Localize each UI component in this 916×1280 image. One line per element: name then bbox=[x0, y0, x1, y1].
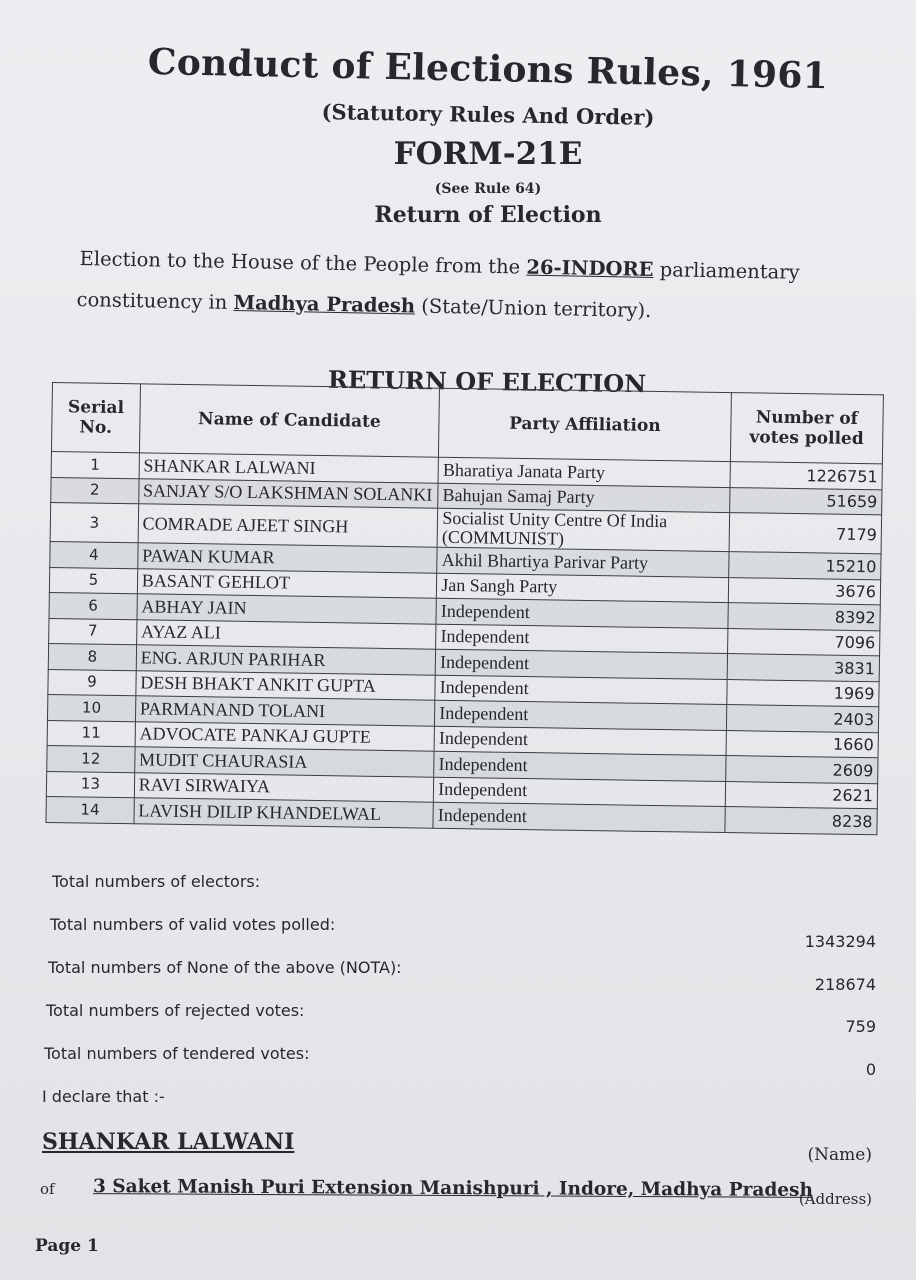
results-table bbox=[45, 382, 883, 835]
votes-cell: 8392 bbox=[728, 603, 881, 631]
party-cell: Bharatiya Janata Party bbox=[438, 457, 730, 487]
winner-name: SHANKAR LALWANI bbox=[42, 1129, 295, 1155]
candidate-name-cell: RAVI SIRWAIYA bbox=[134, 772, 434, 802]
column-header-candidate: Name of Candidate bbox=[139, 384, 440, 457]
intro-text: Election to the House of the People from the bbox=[79, 246, 527, 279]
column-header-serial: Serial No. bbox=[51, 383, 140, 453]
valid-votes-value: 1343294 bbox=[804, 932, 876, 951]
column-header-party: Party Affiliation bbox=[439, 388, 731, 461]
serial-cell: 4 bbox=[50, 541, 138, 568]
party-cell: Independent bbox=[436, 598, 728, 628]
votes-cell: 1660 bbox=[726, 730, 879, 758]
declaration-label: I declare that :- bbox=[42, 1087, 165, 1106]
serial-cell: 10 bbox=[47, 694, 135, 721]
total-electors-label: Total numbers of electors: bbox=[52, 872, 261, 891]
party-cell: Independent bbox=[433, 802, 725, 832]
party-cell: Independent bbox=[434, 726, 726, 756]
candidate-name-cell: PARMANAND TOLANI bbox=[135, 696, 435, 726]
constituency-name: 26-INDORE bbox=[526, 255, 654, 282]
nota-votes-value: 218674 bbox=[814, 975, 876, 994]
serial-cell: 8 bbox=[48, 643, 136, 670]
party-cell: Socialist Unity Centre Of India (COMMUNIST) bbox=[437, 508, 729, 551]
column-header-votes: Number of votes polled bbox=[730, 393, 883, 464]
serial-cell: 5 bbox=[49, 567, 137, 594]
name-caption: (Name) bbox=[807, 1145, 872, 1165]
rejected-votes-value: 759 bbox=[845, 1017, 876, 1036]
candidate-name-cell: SANJAY S/O LAKSHMAN SOLANKI bbox=[138, 478, 438, 508]
votes-cell: 2609 bbox=[725, 756, 878, 784]
party-cell: Independent bbox=[434, 751, 726, 781]
party-cell: Independent bbox=[436, 624, 728, 654]
votes-cell: 1969 bbox=[726, 679, 879, 707]
nota-votes-label: Total numbers of None of the above (NOTA): bbox=[48, 958, 402, 977]
serial-cell: 12 bbox=[47, 745, 135, 772]
rules-title: Conduct of Elections Rules, 1961 bbox=[147, 40, 829, 98]
tendered-votes-value: 0 bbox=[865, 1060, 876, 1079]
table-heading: RETURN OF ELECTION bbox=[327, 364, 647, 399]
candidate-name-cell: ADVOCATE PANKAJ GUPTE bbox=[135, 721, 435, 751]
of-label: of bbox=[40, 1180, 55, 1198]
candidate-name-cell: MUDIT CHAURASIA bbox=[134, 747, 434, 777]
serial-cell: 6 bbox=[49, 592, 137, 619]
votes-cell: 15210 bbox=[728, 552, 881, 580]
rejected-votes-label: Total numbers of rejected votes: bbox=[46, 1001, 305, 1020]
serial-cell: 14 bbox=[46, 796, 134, 823]
winner-address: 3 Saket Manish Puri Extension Manishpuri , Indore, Madhya Pradesh bbox=[92, 1176, 814, 1201]
serial-cell: 3 bbox=[50, 502, 138, 542]
serial-cell: 1 bbox=[51, 451, 139, 478]
party-cell: Jan Sangh Party bbox=[437, 573, 729, 603]
votes-cell: 1226751 bbox=[730, 462, 883, 490]
candidate-name-cell: DESH BHAKT ANKIT GUPTA bbox=[136, 670, 436, 700]
party-cell: Independent bbox=[435, 649, 727, 679]
serial-cell: 2 bbox=[51, 477, 139, 504]
candidate-name-cell: ENG. ARJUN PARIHAR bbox=[136, 645, 436, 675]
intro-text: parliamentary bbox=[653, 258, 800, 284]
intro-text: constituency in bbox=[76, 287, 234, 315]
votes-cell: 7096 bbox=[727, 628, 880, 656]
page-number: Page 1 bbox=[35, 1236, 99, 1256]
candidate-name-cell: COMRADE AJEET SINGH bbox=[138, 504, 438, 547]
candidate-name-cell: ABHAY JAIN bbox=[137, 594, 437, 624]
serial-cell: 11 bbox=[47, 720, 135, 747]
intro-text: (State/Union territory). bbox=[414, 294, 652, 323]
serial-cell: 13 bbox=[46, 771, 134, 798]
table-header-row bbox=[51, 383, 883, 464]
votes-cell: 2621 bbox=[725, 781, 878, 809]
candidate-name-cell: LAVISH DILIP KHANDELWAL bbox=[134, 798, 434, 828]
votes-cell: 8238 bbox=[725, 807, 878, 835]
rules-subtitle: (Statutory Rules And Order) bbox=[321, 99, 655, 130]
candidate-name-cell: AYAZ ALI bbox=[136, 619, 436, 649]
address-caption: (Address) bbox=[798, 1190, 872, 1208]
votes-cell: 2403 bbox=[726, 705, 879, 733]
party-cell: Akhil Bhartiya Parivar Party bbox=[437, 547, 729, 577]
rule-reference: (See Rule 64) bbox=[434, 181, 542, 197]
state-name: Madhya Pradesh bbox=[233, 291, 416, 318]
votes-cell: 3676 bbox=[728, 577, 881, 605]
party-cell: Independent bbox=[435, 675, 727, 705]
party-cell: Independent bbox=[434, 777, 726, 807]
votes-cell: 3831 bbox=[727, 654, 880, 682]
candidate-name-cell: PAWAN KUMAR bbox=[137, 543, 437, 573]
tendered-votes-label: Total numbers of tendered votes: bbox=[44, 1044, 310, 1063]
votes-cell: 51659 bbox=[729, 487, 882, 515]
document-title: Return of Election bbox=[374, 202, 602, 228]
form-number: FORM-21E bbox=[393, 136, 583, 172]
party-cell: Bahujan Samaj Party bbox=[438, 483, 730, 513]
valid-votes-label: Total numbers of valid votes polled: bbox=[50, 915, 336, 934]
candidate-name-cell: BASANT GEHLOT bbox=[137, 568, 437, 598]
table-body bbox=[46, 451, 882, 834]
candidate-name-cell: SHANKAR LALWANI bbox=[139, 453, 439, 483]
serial-cell: 7 bbox=[49, 618, 137, 645]
party-cell: Independent bbox=[435, 700, 727, 730]
serial-cell: 9 bbox=[48, 669, 136, 696]
votes-cell: 7179 bbox=[729, 513, 882, 554]
